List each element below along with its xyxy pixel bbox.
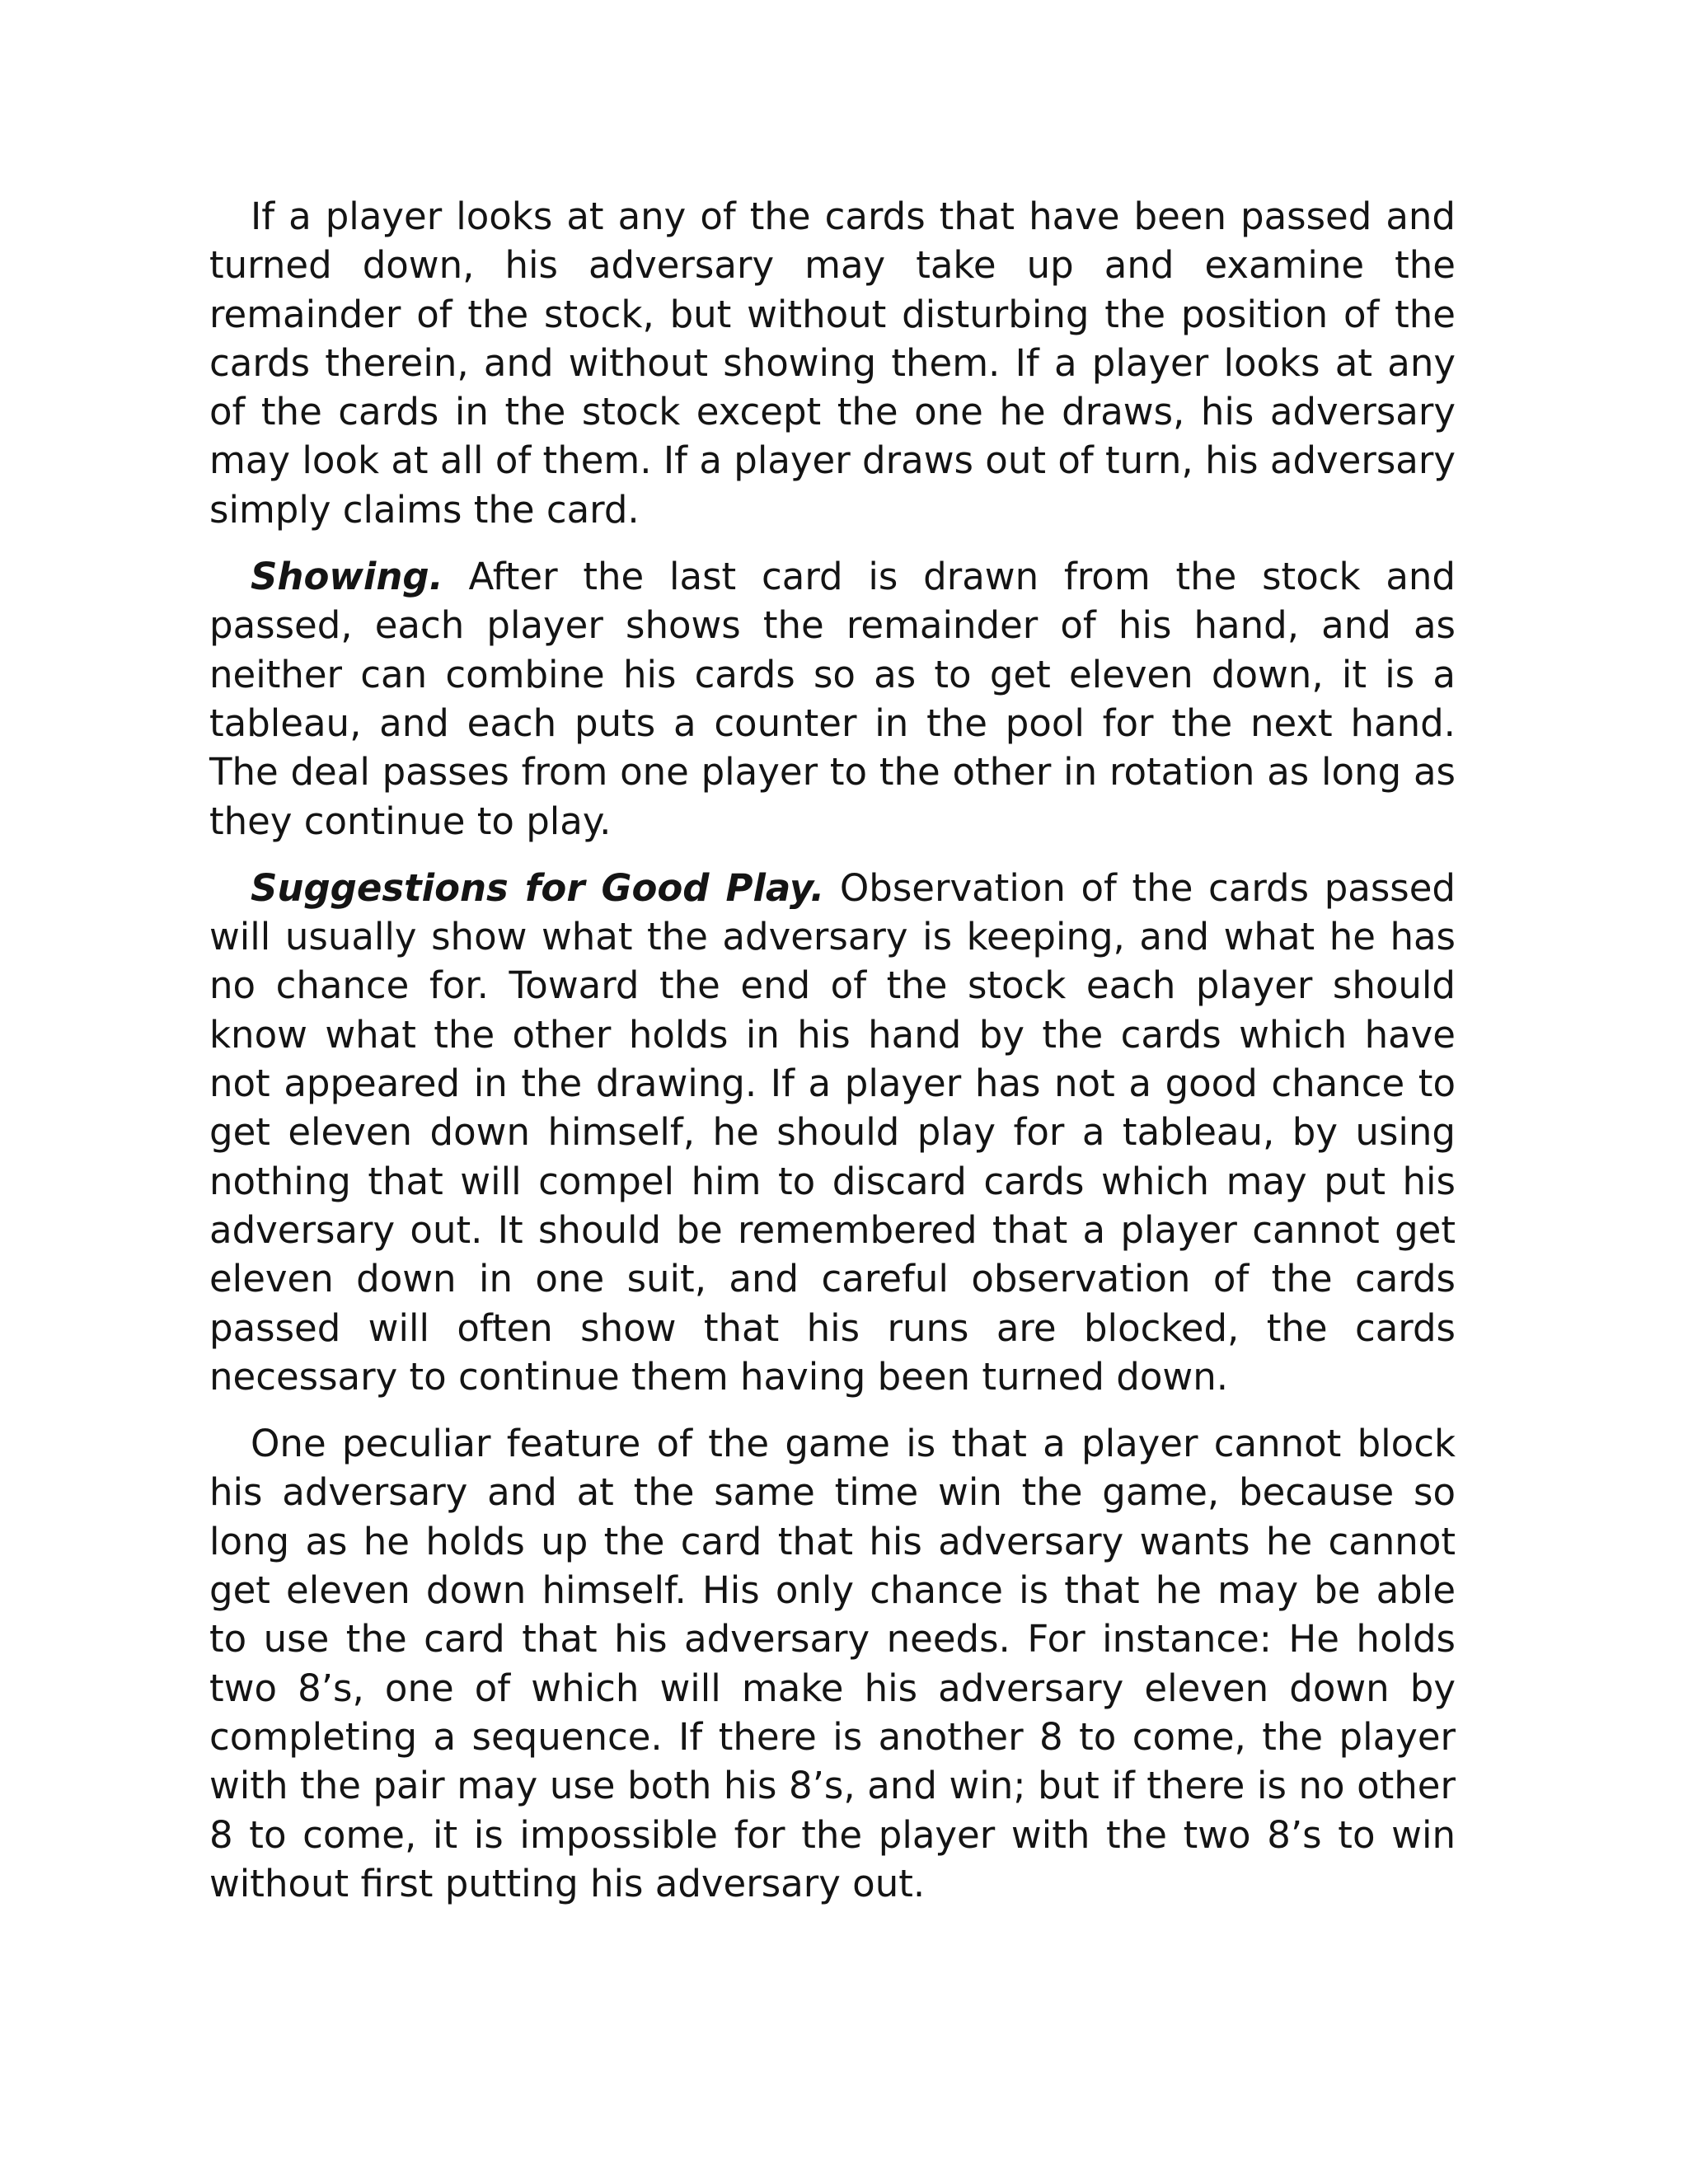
paragraph-peculiar-feature [209, 1419, 1456, 1908]
paragraph-stock-rules [209, 192, 1456, 534]
paragraph-text: One peculiar feature of the game is that a player cannot block his adversary and at the same time win the game, because so long as he holds up the card that his adversary wants he cannot get eleven down himself. His only chance is that he may be able to use the card that his adversary needs. For instance: He holds two 8’s, one of which will make his adversary eleven down by completing a sequence. If there is another 8 to come, the player with the pair may use both his 8’s, and win; but if there is no other 8 to come, it is impossible for the player with the two 8’s to win without first putting his adversary out. [209, 1422, 1456, 1905]
paragraph-text: Observation of the cards passed will usually show what the adversary is keeping, and what he has no chance for. Toward the end of the stock each player should know what the other holds in his hand by the cards which have not appeared in the drawing. If a player has not a good chance to get eleven down himself, he should play for a tableau, by using nothing that will compel him to discard cards which may put his adversary out. It should be remembered that a player cannot get eleven down in one suit, and careful observation of the cards passed will often show that his runs are blocked, the cards necessary to continue them having been turned down. [209, 865, 1456, 1399]
paragraph-suggestions [209, 864, 1456, 1401]
paragraph-text: After the last card is drawn from the stock and passed, each player shows the remainder of his hand, and as neither can combine his cards so as to get eleven down, it is a tableau, and each puts a counter in the pool for the next hand. The deal passes from one player to the other in rotation as long as they continue to play. [209, 555, 1456, 843]
section-heading-suggestions: Suggestions for Good Play. [251, 865, 825, 910]
page-body [209, 192, 1456, 1926]
section-heading-showing: Showing. [251, 555, 443, 599]
paragraph-showing [209, 552, 1456, 846]
paragraph-text: If a player looks at any of the cards that have been passed and turned down, his adversary may take up and examine the remainder of the stock, but without disturbing the position of the cards therein, and without showing them. If a player looks at any of the cards in the stock except the one he draws, his adversary may look at all of them. If a player draws out of turn, his adversary simply claims the card. [209, 194, 1456, 532]
